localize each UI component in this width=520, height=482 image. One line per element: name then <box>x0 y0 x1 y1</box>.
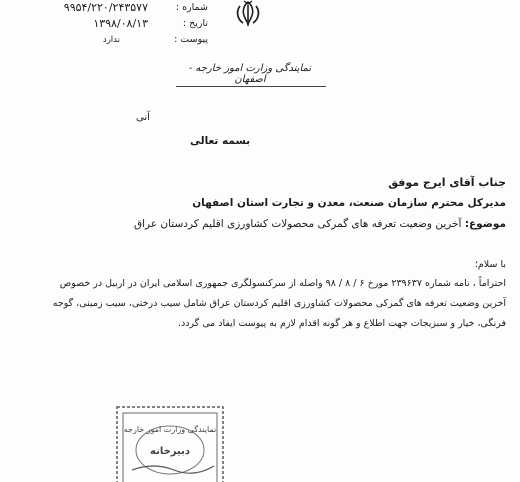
recipient-name: جناب آقای ایرج موفق <box>388 176 506 189</box>
ministry-signature-line: نمایندگی وزارت امور خارجه - اصفهان <box>188 63 312 85</box>
body-line: احتراماً ، نامه شماره ۲۳۹۶۳۷ مورخ ۶ / ۸ / ۹۸ واصله از سرکنسولگری جمهوری اسلامی ایران در اربیل در خصوص <box>59 278 506 289</box>
subject-label: موضوع: <box>464 218 506 230</box>
date-label: تاریخ : <box>182 18 208 29</box>
ministry-underline <box>176 86 326 87</box>
header-values <box>8 0 148 48</box>
urgency-mark: آنی <box>136 112 150 123</box>
stamp-line-1: نمایندگی وزارت امور خارجه <box>123 425 217 434</box>
greeting: با سلام؛ <box>474 259 506 270</box>
subject-line <box>134 218 506 230</box>
subject-text: آخرین وضعیت تعرفه های گمرکی محصولات کشاورزی اقلیم کردستان عراق <box>133 218 462 230</box>
bismillah: بسمه تعالی <box>190 135 251 147</box>
header-labels <box>156 0 208 48</box>
stamp-line-2: دبیرخانه <box>150 446 190 457</box>
attachment-label: پیوست : <box>174 34 208 45</box>
attachment-value: ندارد <box>102 35 120 45</box>
recipient-title: مدیرکل محترم سازمان صنعت، معدن و تجارت استان اصفهان <box>192 197 506 209</box>
body-line: آخرین وضعیت تعرفه های گمرکی محصولات کشاورزی اقلیم کردستان عراق شامل سیب درختی، سیب زمینی، گوجه <box>52 298 506 309</box>
body-line: فرنگی، خیار و سبزیجات جهت اطلاع و هر گونه اقدام لازم به پیوست ایفاد می گردد. <box>177 318 506 329</box>
letter-number: ۹۹۵۴/۲۲۰/۲۴۳۵۷۷ <box>63 1 148 14</box>
number-label: شماره : <box>175 2 208 13</box>
letter-date: ۱۳۹۸/۰۸/۱۳ <box>93 17 148 30</box>
office-stamp <box>114 404 226 482</box>
iran-emblem-icon <box>231 0 265 28</box>
